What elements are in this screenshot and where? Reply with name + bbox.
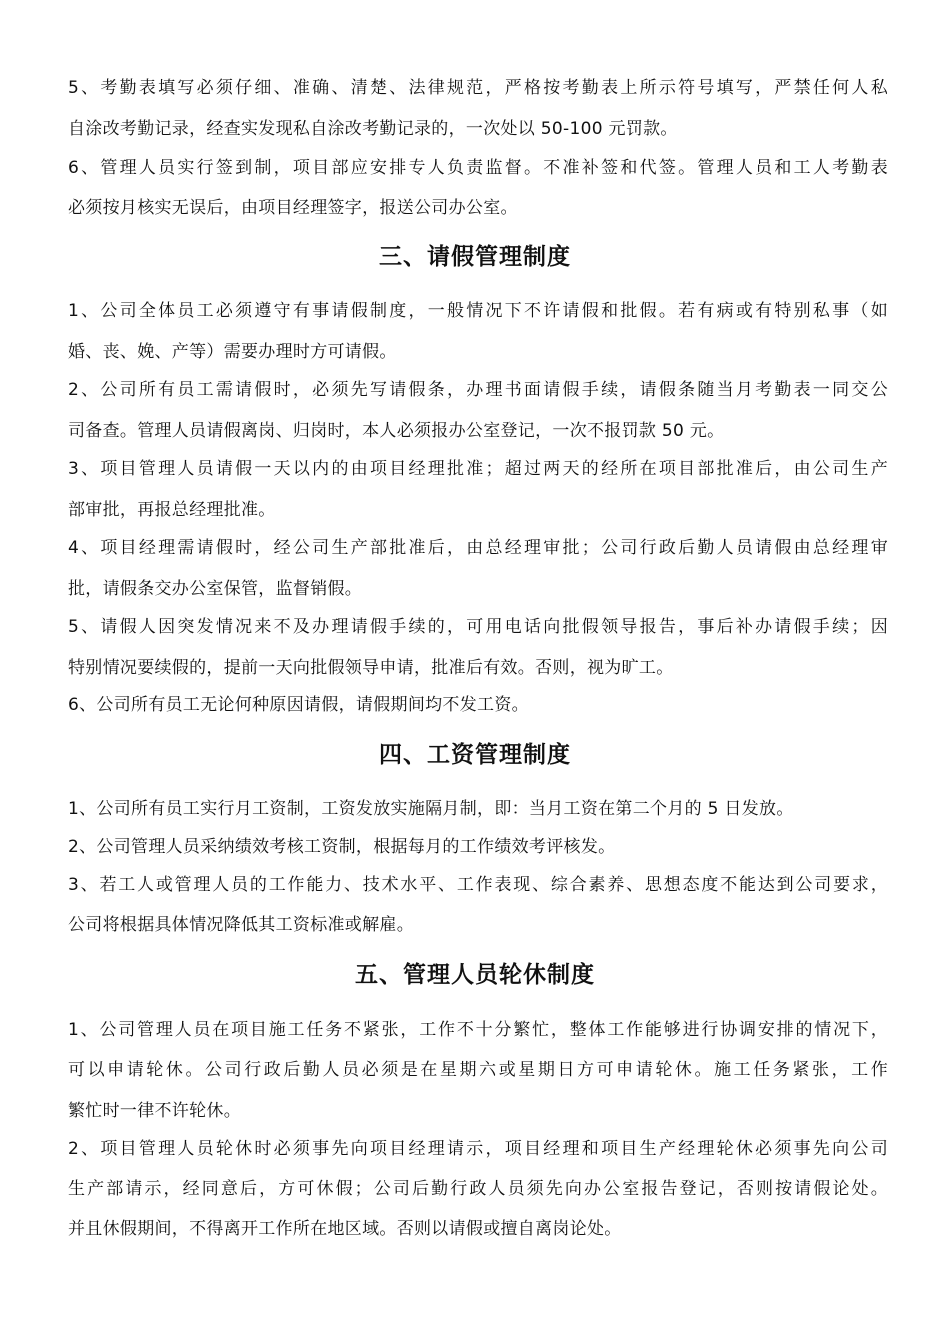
paragraph-line: 司备查。管理人员请假离岗、归岗时，本人必须报办公室登记，一次不报罚款 50 元。 <box>68 421 725 441</box>
paragraph-line: 5、请假人因突发情况来不及办理请假手续的，可用电话向批假领导报告，事后补办请假手续；因 <box>68 617 888 637</box>
paragraph-line: 婚、丧、娩、产等）需要办理时方可请假。 <box>68 342 397 362</box>
paragraph-line: 繁忙时一律不许轮休。 <box>68 1101 241 1121</box>
paragraph-line: 3、若工人或管理人员的工作能力、技术水平、工作表现、综合素养、思想态度不能达到公司要求， <box>68 875 888 895</box>
paragraph-line: 4、项目经理需请假时，经公司生产部批准后，由总经理审批；公司行政后勤人员请假由总经理审 <box>68 538 888 558</box>
paragraph-line: 1、公司所有员工实行月工资制，工资发放实施隔月制，即：当月工资在第二个月的 5 日发放。 <box>68 799 794 819</box>
paragraph-line: 5、考勤表填写必须仔细、准确、清楚、法律规范，严格按考勤表上所示符号填写，严禁任何人私 <box>68 78 888 98</box>
section-heading: 五、管理人员轮休制度 <box>355 962 595 988</box>
paragraph-line: 特别情况要续假的，提前一天向批假领导申请，批准后有效。否则，视为旷工。 <box>68 658 674 678</box>
paragraph-line: 2、公司所有员工需请假时，必须先写请假条，办理书面请假手续，请假条随当月考勤表一同交公 <box>68 380 888 400</box>
paragraph-line: 3、项目管理人员请假一天以内的由项目经理批准；超过两天的经所在项目部批准后，由公司生产 <box>68 459 888 479</box>
paragraph-line: 批，请假条交办公室保管，监督销假。 <box>68 579 363 599</box>
paragraph-line: 并且休假期间，不得离开工作所在地区域。否则以请假或擅自离岗论处。 <box>68 1219 622 1239</box>
paragraph-line: 6、公司所有员工无论何种原因请假，请假期间均不发工资。 <box>68 695 529 715</box>
paragraph-line: 1、公司全体员工必须遵守有事请假制度，一般情况下不许请假和批假。若有病或有特别私事（如 <box>68 301 888 321</box>
paragraph-line: 6、管理人员实行签到制，项目部应安排专人负责监督。不准补签和代签。管理人员和工人考勤表 <box>68 158 888 178</box>
paragraph-line: 部审批，再报总经理批准。 <box>68 500 276 520</box>
paragraph-line: 自涂改考勤记录，经查实发现私自涂改考勤记录的，一次处以 50-100 元罚款。 <box>68 119 678 139</box>
paragraph-line: 2、项目管理人员轮休时必须事先向项目经理请示，项目经理和项目生产经理轮休必须事先向公司 <box>68 1139 888 1159</box>
paragraph-line: 生产部请示，经同意后，方可休假；公司后勤行政人员须先向办公室报告登记，否则按请假论处。 <box>68 1179 888 1199</box>
paragraph-line: 可以申请轮休。公司行政后勤人员必须是在星期六或星期日方可申请轮休。施工任务紧张，工作 <box>68 1060 888 1080</box>
paragraph-line: 公司将根据具体情况降低其工资标准或解雇。 <box>68 915 414 935</box>
paragraph-line: 2、公司管理人员采纳绩效考核工资制，根据每月的工作绩效考评核发。 <box>68 837 616 857</box>
paragraph-line: 必须按月核实无误后，由项目经理签字，报送公司办公室。 <box>68 198 518 218</box>
paragraph-line: 1、公司管理人员在项目施工任务不紧张，工作不十分繁忙，整体工作能够进行协调安排的情况下， <box>68 1020 888 1040</box>
section-heading: 四、工资管理制度 <box>379 742 571 768</box>
section-heading: 三、请假管理制度 <box>379 244 571 270</box>
